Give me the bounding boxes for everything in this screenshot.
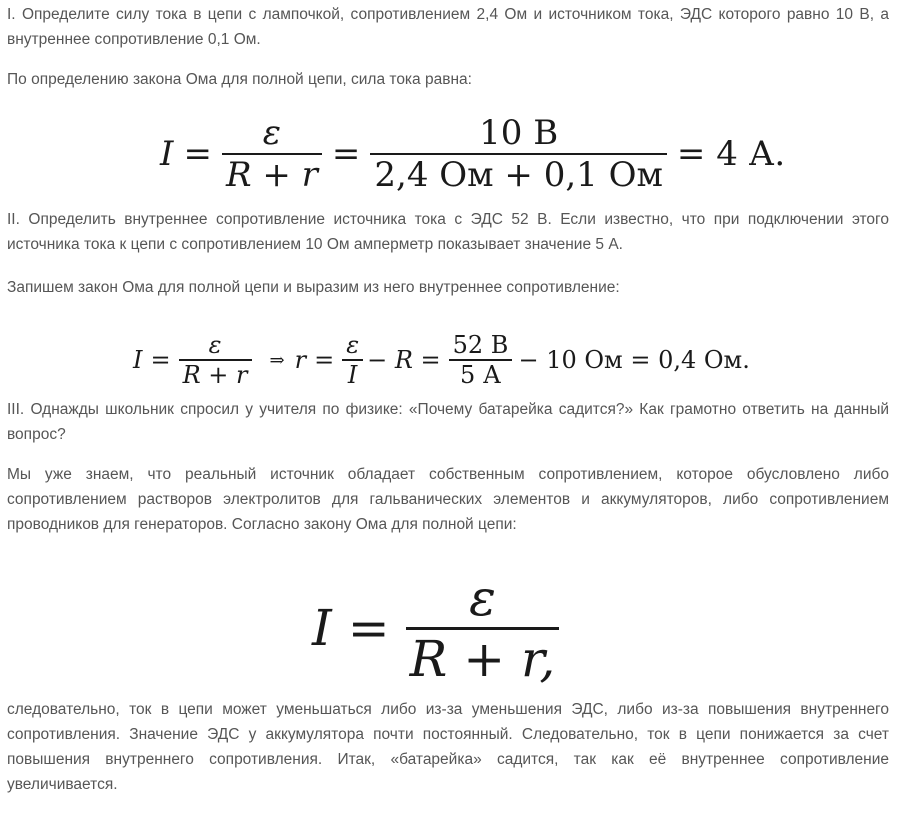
fraction-denominator: R + r (225, 155, 318, 195)
formula-fraction-values (449, 331, 513, 389)
fraction-numerator: 52 В (452, 331, 509, 360)
problem2-statement: II. Определить внутреннее сопротивление источника тока с ЭДС 52 В. Если известно, что при подключении этого источника тока к цепи с сопротивлением 10 Ом амперметр показывает значение 5 А. (7, 211, 889, 253)
formula-current-symbol: I (312, 599, 332, 657)
fraction-denominator: 2,4 Ом + 0,1 Ом (374, 155, 663, 195)
formula-current-symbol: I (133, 346, 143, 374)
formula-minus-resistance: − R = (367, 346, 441, 374)
fraction-denominator: I (347, 360, 358, 389)
formula-fraction-emf-over-resistance (179, 331, 252, 389)
problem1-intro: По определению закона Ома для полной цепи, сила тока равна: (7, 71, 472, 88)
fraction-numerator: 10 В (479, 113, 559, 153)
problem3-statement: III. Однажды школьник спросил у учителя по физике: «Почему батарейка садится?» Как грамотно ответить на данный вопрос? (7, 401, 889, 443)
problem3-formula (312, 560, 559, 696)
problem1-formula (160, 108, 785, 200)
problem2-formula (133, 322, 750, 398)
fraction-denominator: R + r (182, 360, 248, 389)
formula-equals: = (331, 134, 361, 174)
formula-fraction-emf-over-current (342, 331, 363, 389)
formula-equals: = (314, 346, 335, 374)
problem1-statement: I. Определите силу тока в цепи с лампочкой, сопротивлением 2,4 Ом и источником тока, ЭДС которого равно 10 В, а внутреннее сопротивление 0,1 Ом. (7, 6, 889, 48)
fraction-numerator: ε (346, 331, 360, 360)
problem2-intro: Запишем закон Ома для полной цепи и выразим из него внутреннее сопротивление: (7, 279, 620, 296)
problem3-conclusion: следовательно, ток в цепи может уменьшаться либо из-за уменьшения ЭДС, либо из-за повышения внутреннего сопротивления. Значение ЭДС у аккумулятора почти постоянный. Следовательно, ток в цепи понижается за счет повышения внутреннего сопротивления. Итак, «батарейка» садится, так как её внутреннее сопротивление увеличивается. (7, 701, 889, 793)
fraction-numerator: ε (262, 113, 282, 153)
formula-fraction-emf-over-resistance (406, 569, 560, 688)
formula-equals: = (183, 134, 212, 174)
fraction-numerator: ε (469, 568, 496, 627)
formula-fraction-values (370, 113, 667, 195)
fraction-numerator: ε (208, 331, 222, 360)
implies-arrow-icon: ⇒ (269, 349, 285, 371)
formula-equals: = (150, 346, 171, 374)
fraction-denominator: 5 А (460, 360, 502, 389)
formula-result: − 10 Ом = 0,4 Ом. (518, 346, 750, 374)
formula-result: = 4 А. (676, 134, 786, 174)
formula-fraction-emf-over-resistance (222, 113, 322, 195)
formula-internal-resistance-symbol: r (294, 346, 307, 374)
formula-equals: = (347, 599, 390, 657)
fraction-denominator: R + r, (409, 629, 556, 688)
formula-current-symbol: I (160, 134, 174, 174)
problem3-answer: Мы уже знаем, что реальный источник обладает собственным сопротивлением, которое обусловлено либо сопротивлением растворов электролитов для гальванических элементов и аккумуляторов, либо сопротивлением проводников для генераторов. Согласно закону Ома для полной цепи: (7, 466, 889, 533)
